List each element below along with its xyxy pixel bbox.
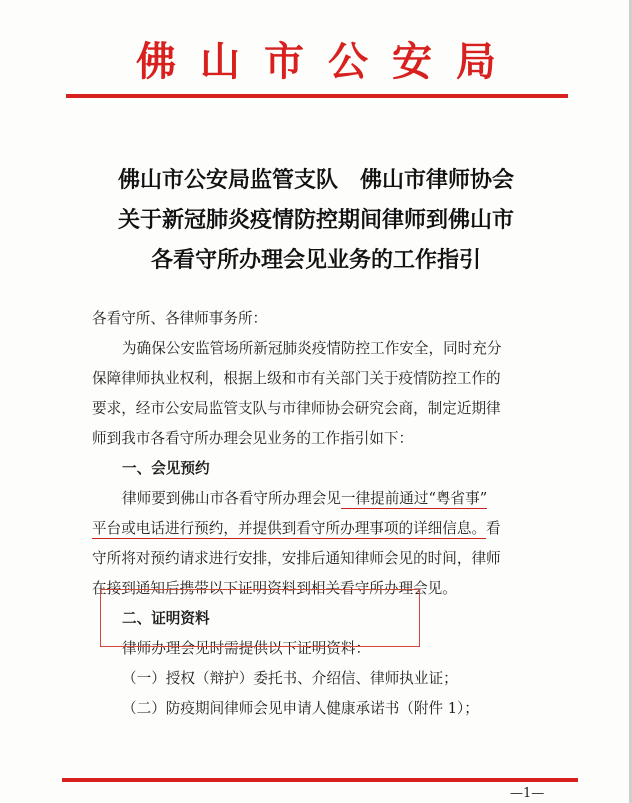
section1-line-2	[92, 514, 560, 544]
section2-item: （一）授权（辩护）委托书、介绍信、律师执业证；	[122, 670, 458, 687]
section1-line-1	[92, 484, 560, 514]
section2-heading: 二、证明资料	[122, 610, 210, 627]
title-org-1: 佛山市公安局监管支队	[117, 167, 338, 193]
document-body	[92, 304, 560, 724]
section1-line-3: 守所将对预约请求进行安排，安排后通知律师会见的时间，律师	[92, 550, 501, 567]
underlined-phrase: 平台或电话进行预约，并提供到看守所办理事项的详细信息。	[92, 520, 487, 537]
salutation: 各看守所、各律师事务所：	[92, 310, 268, 327]
section1-line1-prefix: 律师要到佛山市各看守所办理会见	[122, 490, 341, 507]
page-number: —1—	[510, 786, 545, 801]
intro-line: 保障律师执业权利，根据上级和市有关部门关于疫情防控工作的	[92, 370, 501, 387]
section2-item: （二）防疫期间律师会见申请人健康承诺书（附件 1）；	[122, 700, 479, 717]
title-org-2: 佛山市律师协会	[360, 167, 515, 193]
intro-line: 为确保公安监管场所新冠肺炎疫情防控工作安全，同时充分	[122, 340, 502, 357]
intro-paragraph	[92, 334, 560, 454]
section1-paragraph	[92, 484, 560, 604]
section1-line-4: 在接到通知后携带以下证明资料到相关看守所办理会见。	[92, 580, 457, 597]
footer-rule	[62, 778, 578, 782]
title-line-3: 各看守所办理会见业务的工作指引	[150, 247, 481, 273]
intro-line: 要求，经市公安局监管支队与市律师协会研究会商，制定近期律	[92, 400, 501, 417]
masthead-title: 佛山市公安局	[136, 38, 520, 85]
masthead-rule	[66, 94, 568, 98]
underlined-phrase: 一律提前通过“粤省事”	[340, 490, 488, 507]
intro-line: 师到我市各看守所办理会见业务的工作指引如下：	[92, 430, 414, 447]
section2-lead: 律师办理会见时需提供以下证明资料：	[122, 640, 371, 657]
title-line-2: 关于新冠肺炎疫情防控期间律师到佛山市	[117, 207, 514, 233]
section1-line2-suffix: 看	[486, 520, 501, 537]
section1-heading: 一、会见预约	[122, 460, 210, 477]
highlight-box	[100, 589, 420, 647]
document-title	[0, 160, 632, 280]
title-line-1	[0, 160, 632, 200]
